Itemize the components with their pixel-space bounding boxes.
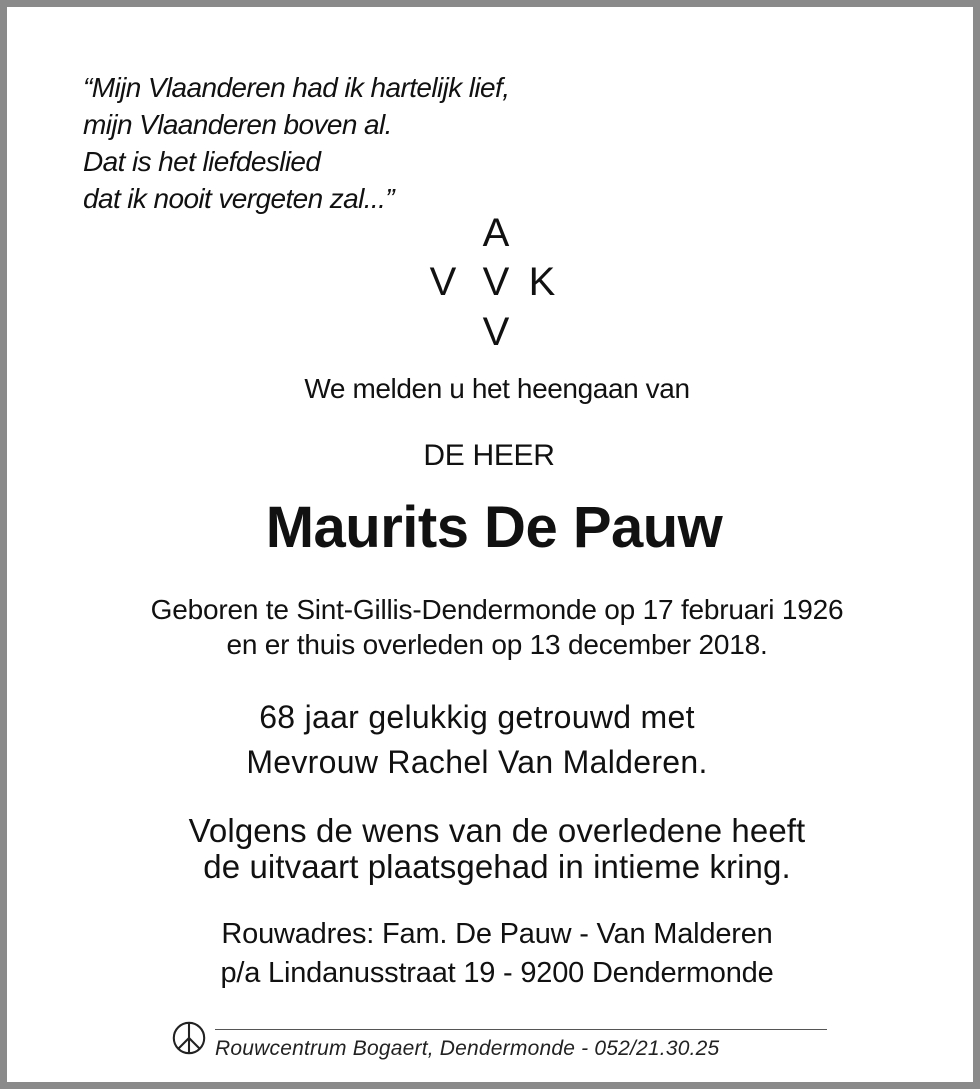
peace-symbol-icon xyxy=(170,1019,208,1057)
honorific: DE HEER xyxy=(423,439,555,472)
quote-line: Dat is het liefdeslied xyxy=(83,146,321,177)
deceased-name: Maurits De Pauw xyxy=(265,495,723,560)
footer-divider xyxy=(215,1029,827,1030)
mourning-address xyxy=(7,915,980,993)
funeral-line-2: de uitvaart plaatsgehad in intieme kring. xyxy=(203,848,791,885)
birth-line: Geboren te Sint-Gillis-Dendermonde op 17 februari 1926 xyxy=(150,594,844,625)
address-line-1: Rouwadres: Fam. De Pauw - Van Malderen xyxy=(221,918,773,950)
cross-letter-bottom: V xyxy=(482,310,510,354)
marriage-line-2: Mevrouw Rachel Van Malderen. xyxy=(246,744,708,780)
quote-line: dat ik nooit vergeten zal...” xyxy=(83,183,394,214)
funeral-line-1: Volgens de wens van de overledene heeft xyxy=(188,812,806,849)
cross-letter-top: A xyxy=(482,211,510,255)
address-line-2: p/a Lindanusstraat 19 - 9200 Dendermonde xyxy=(220,957,774,989)
marriage-line-1: 68 jaar gelukkig getrouwd met xyxy=(259,699,695,735)
marriage-info xyxy=(0,695,967,785)
funeral-home-info: Rouwcentrum Bogaert, Dendermonde - 052/21.30.25 xyxy=(215,1037,720,1060)
birth-death-info xyxy=(7,592,980,662)
funeral-notice xyxy=(7,813,980,885)
quote-line: mijn Vlaanderen boven al. xyxy=(83,109,392,140)
opening-quote xyxy=(83,69,509,217)
cross-letter-left: V xyxy=(429,260,457,304)
announcement: We melden u het heengaan van xyxy=(304,373,690,404)
quote-line: “Mijn Vlaanderen had ik hartelijk lief, xyxy=(83,72,510,103)
cross-letter-middle: V xyxy=(482,260,510,304)
death-line: en er thuis overleden op 13 december 2018. xyxy=(226,629,768,660)
cross-letter-right: K xyxy=(528,260,556,304)
